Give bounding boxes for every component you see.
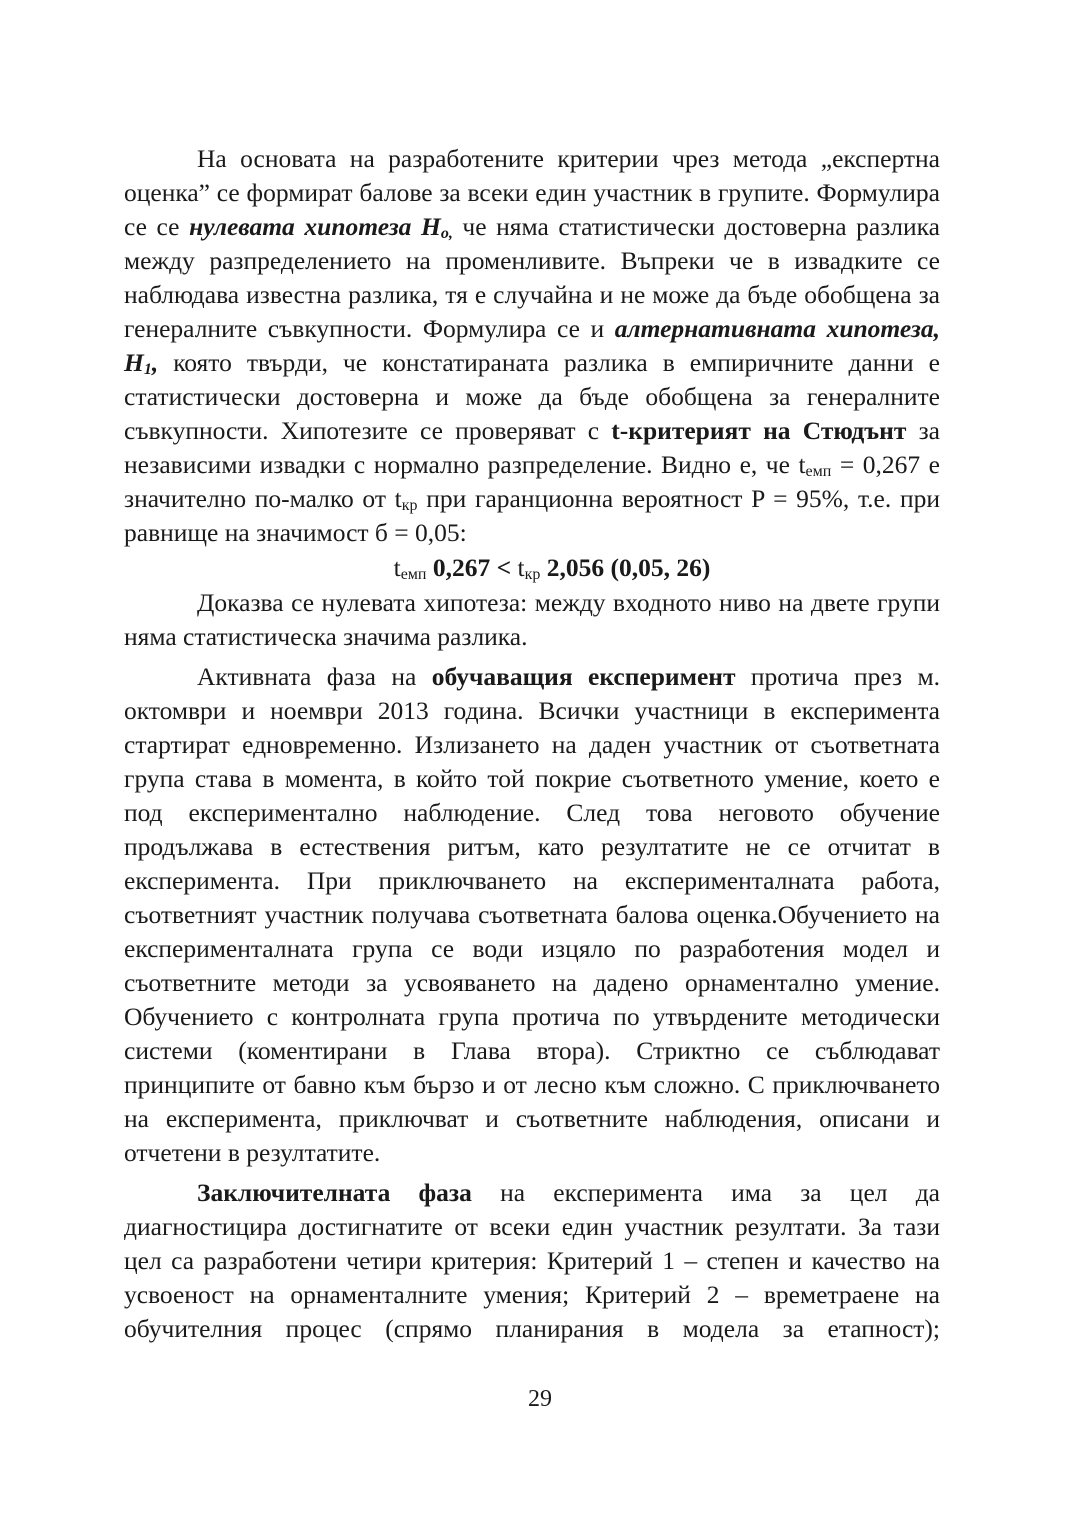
formula-t-test: $t_{емп}$ $0,267 < t_{кр}$ 2,056 (0,05, 26): [393, 553, 711, 583]
text-run: на експеримента има за цел да диагностицира достигнатите от всеки един участник резултати. За тази цел са разработени четири критерия: Критерий 1 – степен и качество на усвоеност на орнаменталните умения; Критерий 2 – времетраене на обучителния процес (спрямо планирания в модела за етапност);: [124, 1178, 940, 1343]
text-run: която твърди, че констатираната разлика в емпиричните данни е статистически достоверна и може да бъде обобщена за генералните съвкупности. Хипотезите се проверяват с: [124, 348, 940, 445]
t-test-term: t-критерият на Стюдънт: [611, 416, 907, 445]
final-phase-term: Заключителната фаза: [197, 1178, 472, 1207]
text-run: за независими извадки с нормално разпределение. Видно е, че t: [124, 416, 940, 479]
training-experiment-term: обучаващия експеримент: [431, 662, 736, 691]
subscript: кр: [401, 497, 418, 514]
null-hypothesis-term: нулевата хипотеза $H_{o,}$: [189, 212, 453, 242]
text-run: = 0,267 е значително по-малко от t: [124, 450, 940, 513]
text-run: Активната фаза на: [197, 662, 432, 691]
alternative-hypothesis-term: алтернативната хипотеза, $H_1$,: [124, 314, 940, 378]
subscript: емп: [805, 463, 832, 480]
text-run: че няма статистически достоверна разлика между разпределението на променливите. Въпреки че в извадките се наблюдава известна разлика, тя е случайна и не може да бъде обобщена за генералните съвкупности. Формулира се и: [124, 212, 940, 343]
page-body: [124, 142, 940, 1346]
text-run: протича през м. октомври и ноември 2013 година. Всички участници в експеримента стартират едновременно. Излизането на даден участник от съответната група става в момента, в който той покрие съответното умение, което е под експериментално наблюдение. След това неговото обучение продължава в естествения ритъм, като резултатите не се отчитат в експеримента. При приключването на експерименталната работа, съответният участник получава съответната балова оценка.Обучението на експерименталната група се води изцяло по разработения модел и съответните методи за усвояването на дадено орнаментално умение. Обучението с контролната група протича по утвърдените методически системи (коментирани в Глава втора). Стриктно се съблюдават принципите от бавно към бързо и от лесно към сложно. С приключването на експеримента, приключват и съответните наблюдения, описани и отчетени в резултатите.: [124, 662, 940, 1167]
paragraph-hypotheses: [124, 142, 940, 550]
paragraph-final-phase: [124, 1176, 940, 1346]
paragraph-active-phase: [124, 660, 940, 1170]
page-number: 29: [528, 1386, 552, 1412]
text-run: На основата на разработените критерии чрез метода „експертна оценка” се формират балове за всеки един участник в групите. Формулира се се: [124, 144, 940, 241]
text-run: при гаранционна вероятност P = 95%, т.е. при равнище на значимост б = 0,05:: [124, 484, 940, 547]
paragraph-null-confirmed: Доказва се нулевата хипотеза: между входното ниво на двете групи няма статистическа значима разлика.: [124, 588, 940, 651]
